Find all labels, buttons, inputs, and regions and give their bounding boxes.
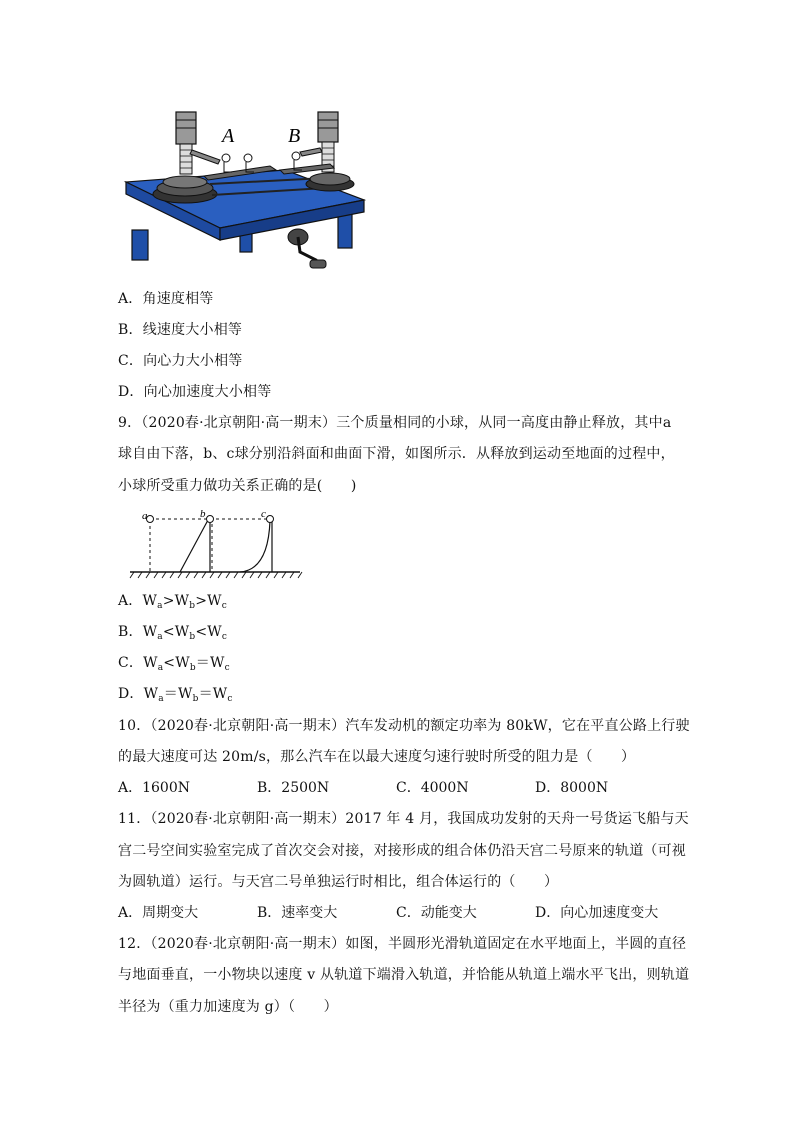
q12-stem-line-1: 12．（2020春·北京朝阳·高一期末）如图，半圆形光滑轨道固定在水平地面上，半圆的直径 [118, 936, 687, 952]
q9-option-a: A．$W_a>W_b>W_c$ [118, 593, 227, 611]
q8-option-a: A．角速度相等 [118, 291, 214, 307]
q9-stem-line-3: 小球所受重力做功关系正确的是( ) [118, 478, 357, 494]
q11-option-b: B．速率变大 [257, 905, 338, 921]
q10-option-a: A．1600N [118, 780, 190, 796]
q8-option-b: B．线速度大小相等 [118, 322, 243, 338]
ball-a-label: a [142, 510, 148, 522]
q8-option-c: C．向心力大小相等 [118, 353, 243, 369]
ball-b-label: b [200, 508, 206, 520]
q11-stem-line-3: 为圆轨道）运行。与天宫二号单独运行时相比，组合体运行的（ ） [118, 874, 559, 890]
q10-option-b: B．2500N [257, 780, 330, 796]
q11-stem-line-2: 宫二号空间实验室完成了首次交会对接，对接形成的组合体仍沿天宫二号原来的轨道（可视 [118, 843, 686, 859]
label-b: B [288, 125, 301, 147]
label-a: A [222, 125, 235, 147]
q10-option-c: C．4000N [396, 780, 469, 796]
q11-option-d: D．向心加速度变大 [535, 905, 659, 921]
q10-option-d: D．8000N [535, 780, 609, 796]
q11-option-c: C．动能变大 [396, 905, 477, 921]
q12-stem-line-2: 与地面垂直，一小物块以速度 v 从轨道下端滑入轨道，并恰能从轨道上端水平飞出，则轨道 [118, 967, 690, 983]
q10-stem-line-2: 的最大速度可达 20m/s，那么汽车在以最大速度匀速行驶时所受的阻力是（ ） [118, 749, 636, 765]
three-balls-figure [128, 506, 308, 586]
q11-stem-line-1: 11．（2020春·北京朝阳·高一期末）2017 年 4 月，我国成功发射的天舟一号货运飞船与天 [118, 811, 689, 827]
q9-stem-line-2: 球自由下落，b、c球分别沿斜面和曲面下滑，如图所示．从释放到运动至地面的过程中， [118, 446, 675, 462]
centripetal-apparatus-figure [120, 100, 370, 275]
q12-stem-line-3: 半径为（重力加速度为 g）（ ） [118, 999, 338, 1015]
q10-stem-line-1: 10．（2020春·北京朝阳·高一期末）汽车发动机的额定功率为 80kW，它在平直公路上行驶 [118, 718, 690, 734]
q11-option-a: A．周期变大 [118, 905, 199, 921]
q9-option-d: D．$W_a=W_b=W_c$ [118, 686, 233, 704]
q9-option-b: B．$W_a<W_b<W_c$ [118, 624, 228, 642]
q9-stem-line-1: 9．（2020春·北京朝阳·高一期末）三个质量相同的小球，从同一高度由静止释放，其中a [118, 415, 672, 431]
q9-option-c: C．$W_a<W_b=W_c$ [118, 655, 230, 673]
ball-c-label: c [261, 508, 266, 520]
q8-option-d: D．向心加速度大小相等 [118, 384, 272, 400]
